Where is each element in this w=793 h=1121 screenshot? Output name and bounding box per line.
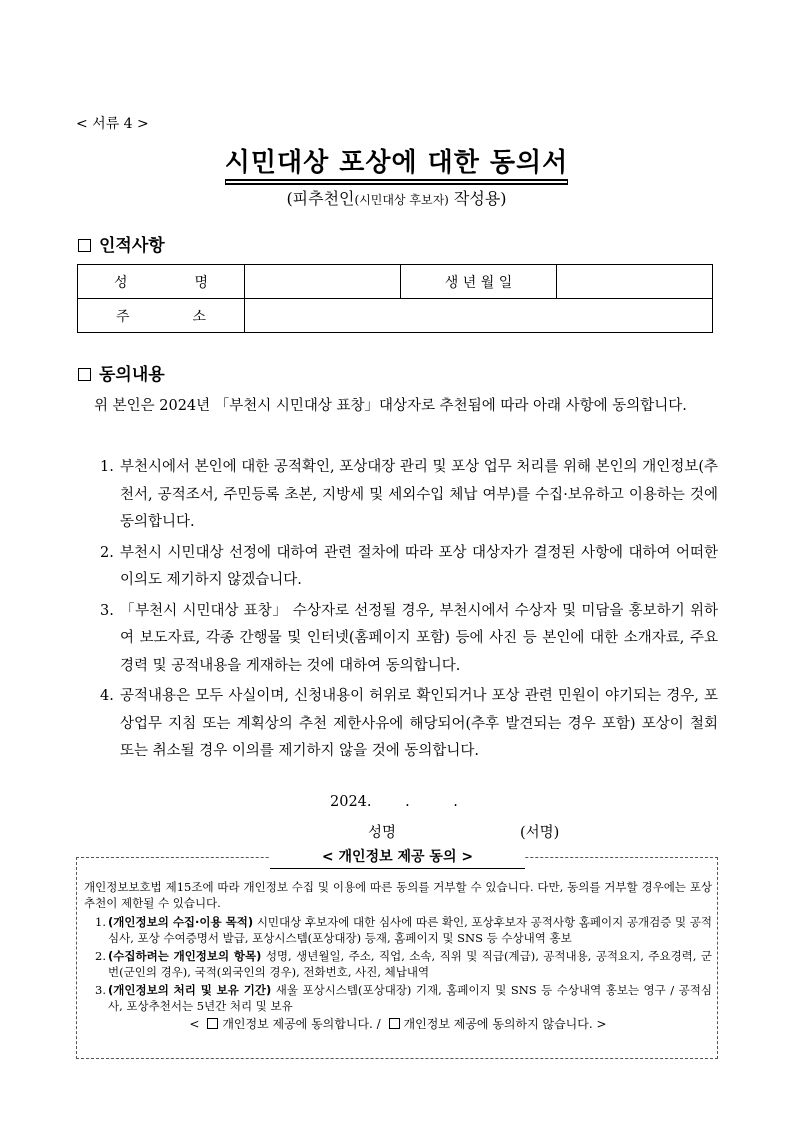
name-field[interactable]: [245, 265, 401, 299]
address-field[interactable]: [245, 299, 713, 333]
privacy-intro: 개인정보보호법 제15조에 따라 개인정보 수집 및 이용에 따른 동의를 거부할 수 있습니다. 다만, 동의를 거부할 경우에는 포상 추천이 제한될 수 있습니다.: [84, 880, 712, 910]
list-item: 1. (개인정보의 수집·이용 목적) 시민대상 후보자에 대한 심사에 따른 확인, 포상후보자 공적사항 홈페이지 공개검증 및 공적심사, 포상 수여증명서 발급, 포상시스템(포상대장) 등재, 홈페이지 및 SNS 등 수상내역 홍보: [95, 915, 712, 945]
document-title: [0, 142, 793, 179]
list-item: 2. (수집하려는 개인정보의 항목) 성명, 생년월일, 주소, 직업, 소속, 직위 및 직급(계급), 공적내용, 공적요지, 주요경력, 군번(군인의 경우), 국적(외국인의 경우), 전화번호, 사진, 체납내역: [95, 949, 712, 979]
agree-label: 개인정보 제공에 동의합니다. /: [222, 1017, 381, 1031]
table-row: [78, 299, 713, 333]
table-row: [78, 265, 713, 299]
privacy-choice: < 개인정보 제공에 동의합니다. / 개인정보 제공에 동의하지 않습니다. >: [189, 1017, 607, 1031]
square-bullet-icon: [78, 239, 91, 252]
name-label: 성 명: [78, 265, 245, 299]
list-item: 1. 부천시에서 본인에 대한 공적확인, 포상대장 관리 및 포상 업무 처리를 위해 본인의 개인정보(추천서, 공적조서, 주민등록 초본, 지방세 및 세외수입 체납 여부)를 수집·보유하고 이용하는 것에 동의합니다.: [100, 459, 718, 530]
subtitle-open: (피추천인: [286, 189, 355, 208]
list-item: 2. 부천시 시민대상 선정에 대하여 관련 절차에 따라 포상 대상자가 결정된 사항에 대하여 어떠한 이의도 제기하지 않겠습니다.: [100, 544, 718, 588]
list-item: 4. 공적내용은 모두 사실이며, 신청내용이 허위로 확인되거나 포상 관련 민원이 야기되는 경우, 포상업무 지침 또는 계획상의 추천 제한사유에 해당되어(추후 발견되는 경우 포함) 포상이 철회 또는 취소될 경우 이의를 제기하지 않을 것에 동의합니다.: [100, 688, 718, 759]
disagree-checkbox[interactable]: [389, 1018, 400, 1029]
consent-items: [100, 454, 718, 769]
signature-name-label: 성명: [368, 825, 397, 841]
privacy-items: [84, 915, 712, 1014]
square-bullet-icon: [78, 368, 91, 381]
list-item: 3. 「부천시 시민대상 표창」 수상자로 선정될 경우, 부천시에서 수상자 및 미담을 홍보하기 위하여 보도자료, 각종 간행물 및 인터넷(홈페이지 포함) 등에 사진 등 본인에 대한 소개자료, 주요경력 및 공적내용을 게재하는 것에 대하여 동의합니다.: [100, 602, 718, 674]
consent-intro: 위 본인은 2024년 「부천시 시민대상 표창」대상자로 추천됨에 따라 아래 사항에 동의합니다.: [94, 398, 687, 414]
privacy-consent-title: < 개인정보 제공 동의 >: [270, 846, 525, 869]
title-text: 시민대상 포상에 대한 동의서: [225, 148, 569, 181]
section-heading-text: 동의내용: [99, 365, 165, 385]
privacy-consent-body: [84, 880, 712, 1033]
list-item: 3. (개인정보의 처리 및 보유 기간) 새울 포상시스템(포상대장) 기재, 홈페이지 및 SNS 등 수상내역 홍보는 영구 / 공적심사, 포상추천서는 5년간 처리 및 보유: [95, 983, 712, 1013]
personal-info-table: [77, 264, 713, 333]
address-label: 주 소: [78, 299, 245, 333]
agree-checkbox[interactable]: [207, 1018, 218, 1029]
section-heading-text: 인적사항: [99, 236, 165, 256]
document-subtitle: [0, 186, 793, 209]
subtitle-small: (시민대상 후보자): [354, 193, 449, 207]
subtitle-close: 작성용): [448, 189, 507, 208]
signing-date: 2024. . .: [330, 794, 458, 810]
section-heading-consent: [78, 360, 165, 385]
birthdate-label: 생 년 월 일: [401, 265, 557, 299]
document-reference: < 서류 4 >: [76, 116, 149, 132]
signature-seal-label[interactable]: (서명): [520, 825, 560, 841]
birthdate-field[interactable]: [557, 265, 713, 299]
section-heading-personal-info: [78, 231, 165, 256]
signature-line: [368, 821, 560, 842]
disagree-label: 개인정보 제공에 동의하지 않습니다.: [403, 1017, 593, 1031]
